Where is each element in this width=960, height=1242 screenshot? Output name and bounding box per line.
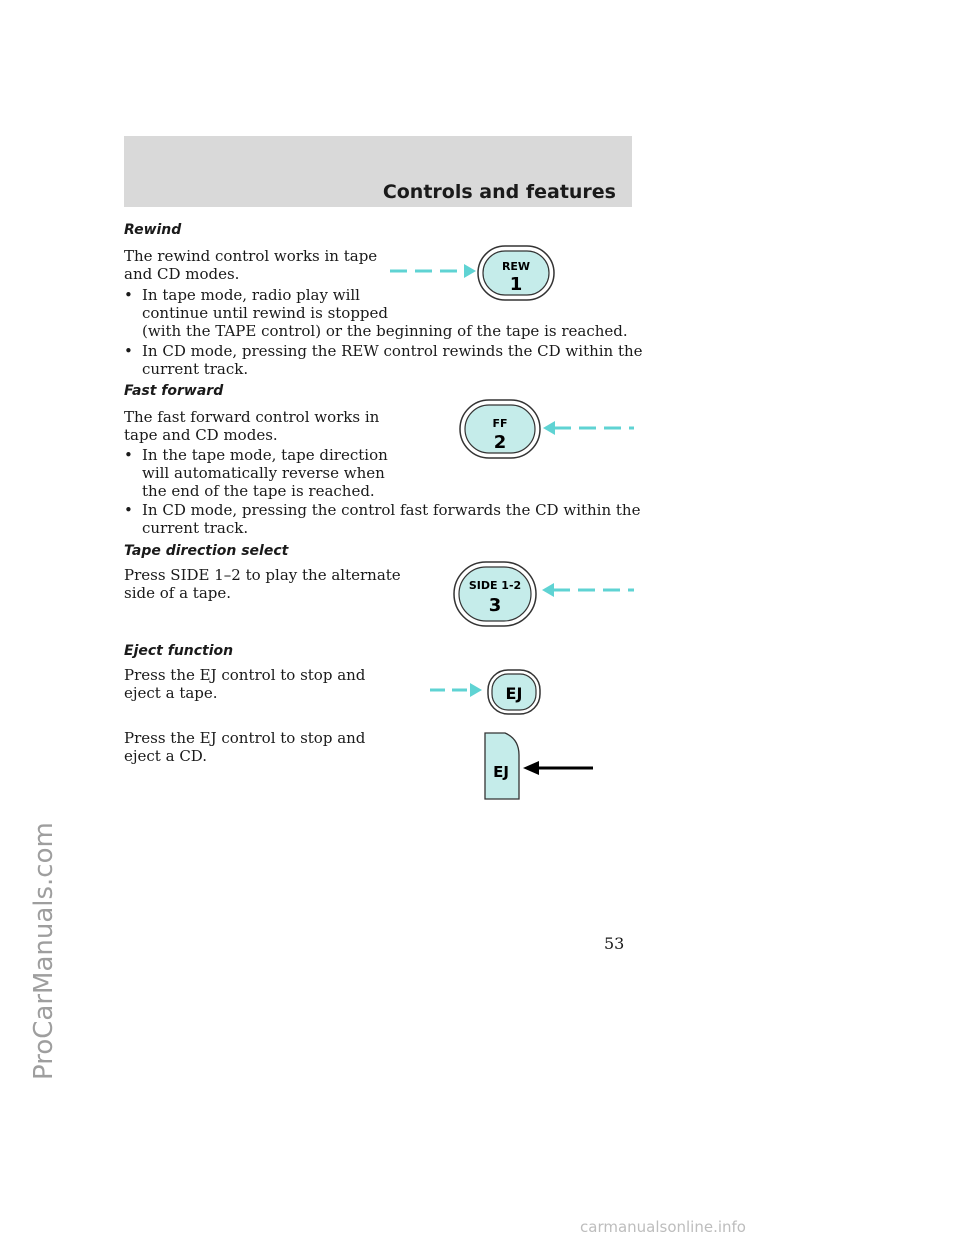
side-button-number: 3: [488, 595, 502, 616]
bullet-dot: •: [124, 286, 133, 304]
text-line: The rewind control works in tape: [124, 247, 378, 265]
fast-forward-heading: Fast forward: [124, 383, 224, 399]
solid-arrow-left-icon: [523, 761, 593, 775]
ff-button-number: 2: [493, 432, 507, 453]
text-line: Press the EJ control to stop and: [124, 729, 366, 747]
text-line: Press SIDE 1–2 to play the alternate: [124, 566, 401, 584]
rewind-bullet-cd: [124, 342, 643, 378]
text-line: current track.: [142, 360, 249, 378]
side-button: [454, 562, 536, 626]
text-line: (with the TAPE control) or the beginning of the tape is reached.: [142, 322, 628, 340]
text-line: continue until rewind is stopped: [142, 304, 389, 322]
eject-heading: Eject function: [124, 643, 234, 659]
rew-button-label: REW: [501, 260, 531, 273]
text-line: tape and CD modes.: [124, 426, 278, 444]
eject-tape-text: [124, 666, 365, 702]
rewind-heading: Rewind: [124, 222, 182, 238]
side-button-label: SIDE 1-2: [468, 579, 522, 592]
text-line: eject a CD.: [124, 747, 208, 765]
page-title: Controls and features: [382, 181, 616, 203]
eject-cd-figure: [483, 731, 595, 801]
eject-cd-text: [124, 729, 365, 765]
text-line: In CD mode, pressing the control fast forwards the CD within the: [142, 501, 641, 519]
text-line: current track.: [142, 519, 249, 537]
text-line: side of a tape.: [124, 584, 232, 602]
rew-button: [478, 246, 554, 300]
dashed-arrow-left-icon: [543, 421, 634, 435]
text-line: eject a tape.: [124, 684, 218, 702]
header-band: [124, 136, 632, 207]
bullet-dot: •: [124, 342, 133, 360]
side-button-figure: [452, 560, 636, 628]
text-line: the end of the tape is reached.: [142, 482, 375, 500]
bottom-watermark: carmanualsonline.info: [580, 1218, 746, 1236]
bullet-dot: •: [124, 446, 133, 464]
ej-cd-button-label: EJ: [493, 763, 509, 781]
dashed-arrow-right-icon: [390, 264, 476, 278]
rew-button-number: 1: [509, 274, 523, 295]
page-number: 53: [604, 934, 625, 953]
ff-button-figure: [458, 398, 636, 460]
eject-tape-figure: [428, 668, 544, 716]
bullet-dot: •: [124, 501, 133, 519]
text-line: will automatically reverse when: [142, 464, 385, 482]
tape-direction-intro: [124, 566, 401, 602]
rew-button-figure: [388, 244, 560, 304]
ff-button-label: FF: [492, 417, 508, 430]
ej-tape-button: [488, 670, 540, 714]
text-line: In the tape mode, tape direction: [142, 446, 388, 464]
side-watermark: ProCarManuals.com: [29, 822, 59, 1080]
tape-direction-heading: Tape direction select: [124, 543, 289, 559]
text-line: Press the EJ control to stop and: [124, 666, 366, 684]
rewind-intro: [124, 247, 377, 283]
fast-forward-intro: [124, 408, 379, 444]
ff-button: [460, 400, 540, 458]
text-line: In CD mode, pressing the REW control rewinds the CD within the: [142, 342, 643, 360]
text-line: The fast forward control works in: [124, 408, 380, 426]
dashed-arrow-right-icon: [430, 683, 482, 697]
ej-cd-button: [485, 733, 519, 799]
text-line: and CD modes.: [124, 265, 240, 283]
ej-tape-button-label: EJ: [505, 684, 523, 703]
text-line: In tape mode, radio play will: [142, 286, 360, 304]
dashed-arrow-left-icon: [542, 583, 634, 597]
ff-bullet-cd: [124, 501, 640, 537]
ff-bullet-tape: [124, 446, 388, 500]
